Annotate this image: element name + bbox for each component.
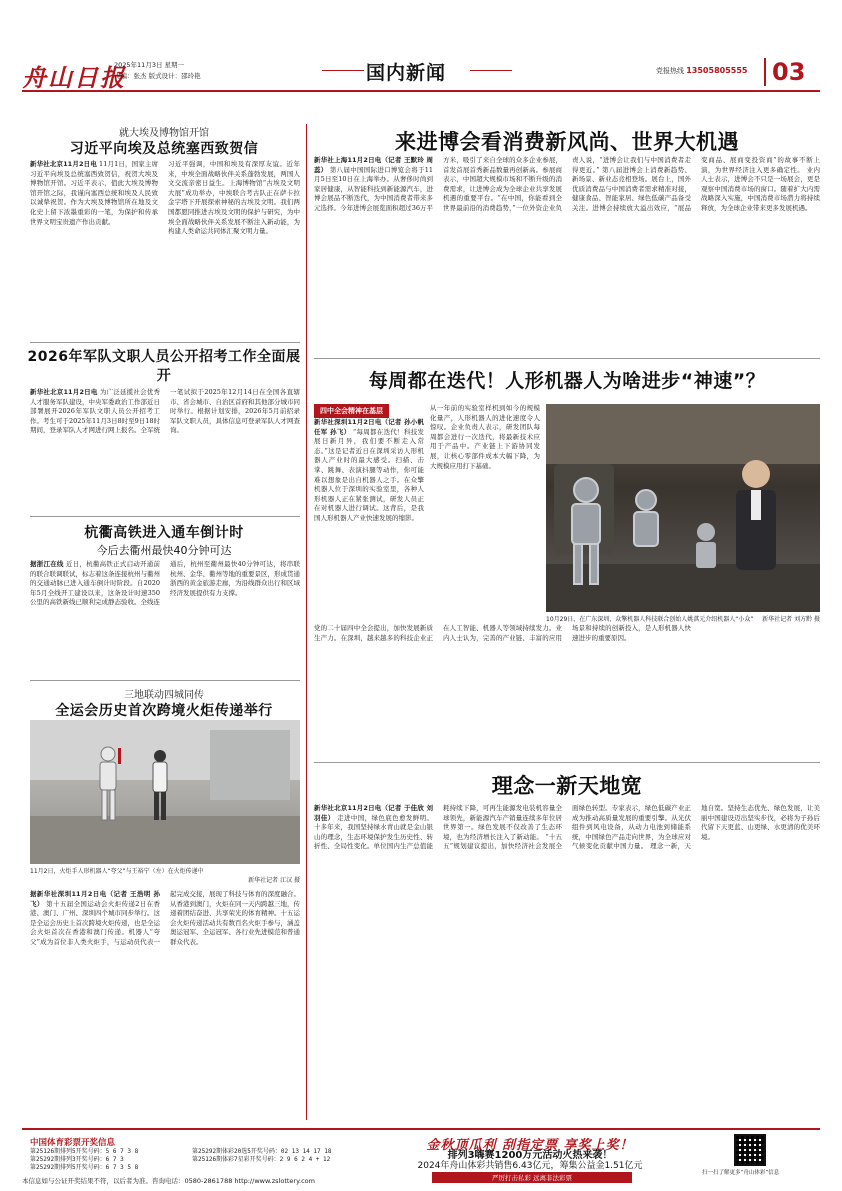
green-lead: 新华社北京11月2日电（记者 于佳欣 刘羽佳）: [314, 804, 433, 822]
green-body-text-2: “十五五”规划建议提出，加快经济社会发展全面绿色转型。专家表示，绿色低碳产业正成为推动高质量发展的重要引擎。从光伏组件到风电设备，从动力电池到储能系统，中国绿色产品走向世界，为全球应对气候变化贡献中国力量。: [443, 804, 691, 851]
egypt-kicker: 就大埃及博物馆开馆: [119, 128, 209, 139]
green-body-text-3: 理念一新，天地自宽。坚持生态优先、绿色发展，让美丽中国建设迈出坚实步伐，必将为子孙后代留下天更蓝、山更绿、水更清的优美环境。: [650, 804, 820, 851]
page-number: 03: [764, 58, 805, 86]
army-body: [30, 388, 300, 512]
expo-lead: 新华社上海11月2日电（记者 王默玲 周蕊）: [314, 156, 433, 174]
robot-body-col2: 从一年前的实验室样机到如今的规模化量产，人形机器人的进化速度令人惊叹。企业负责人表示，研发团队每周都会进行一次迭代，将最新技术应用于产品中。产业链上下游协同发展，让核心零部件成本大幅下降，为大规模应用打下基础。: [430, 404, 540, 470]
section-rule-right: [470, 70, 512, 71]
egypt-headline: 习近平向埃及总统塞西致贺信: [69, 141, 259, 157]
divider: [314, 762, 820, 763]
army-body-text: 为广泛延揽社会优秀人才服务军队建设，中央军委政治工作部近日部署展开2026年军队文职人员公开招考工作。考生可于2025年11月3日8时至9日18时期间，登录军队人才网进行网上报名。全军统一笔试拟于2025年12月14日在全国各直辖市、省会城市、自治区首府和其他部分城市同时举行。根据计划安排，2026年5月前招录军队文职人员，具体信息可登录军队人才网查询。: [30, 388, 300, 435]
expo-body-text-3: 业内人士表示，进博会不只是一场展会，更是观察中国消费市场的窗口。随着扩大内需战略深入实施，中国消费市场潜力将持续释放，为全球企业带来更多发展机遇。: [701, 165, 820, 212]
masthead: [22, 56, 820, 92]
divider: [314, 358, 820, 359]
torch-body: [30, 890, 300, 1118]
robot-photo-caption: [546, 614, 820, 623]
promo-line-1: 排列3嗨赛1200万元活动火热来袭！: [447, 1150, 613, 1161]
robot-body-rest: 党的二十届四中全会提出，加快发展新质生产力。在深圳，越来越多的科技企业正在人工智能、机器人等领域持续发力。业内人士认为，完善的产业链、丰富的应用场景和持续的创新投入，是人形机器人快速进步的重要原因。: [314, 624, 691, 642]
lottery-line: 第25126期排列5开奖号码：5 6 7 3 8: [30, 1148, 139, 1155]
torch-photo-credit: 新华社记者 江汉 摄: [248, 877, 300, 884]
torch-body-text: 第十五届全国运动会火炬传递2日在香港、澳门、广州、深圳四个城市同步举行。这是全运会历史上首次跨境火炬传递，也是全运会火炬首次在香港和澳门传递。机器人“夸父”成为首位非人类火炬手，与运动员代表一起完成交接，展现了科技与体育的深度融合。从香港到澳门，火炬在同一天内跨越三地，传递着团结奋进、共享荣光的体育精神。十五运会火炬传递活动共有数百名火炬手参与，涵盖奥运冠军、全运冠军、各行业先进模范和普通群众代表。: [30, 890, 300, 946]
rail-subhead: 今后去衢州最快40分钟可达: [96, 544, 232, 557]
army-headline: 2026年军队文职人员公开招考工作全面展开: [27, 349, 301, 384]
green-body-text: 走进中国，绿色底色愈发鲜明。十多年来，我国坚持绿水青山就是金山银山的理念，生态环境保护发生历史性、转折性、全局性变化。单位国内生产总值能耗持续下降，可再生能源发电装机容量全球领先，新能源汽车产销量连续多年位居世界第一。绿色发展不仅改善了生态环境，也为经济增长注入了新动能。: [314, 804, 562, 851]
lottery-line: 第25292期体彩20选5开奖号码：02 13 14 17 18: [192, 1148, 332, 1155]
divider: [30, 516, 300, 517]
lottery-line: 第25126期体彩7星彩开奖号码：2 9 6 2 4 + 12: [192, 1156, 331, 1163]
lottery-results-2: [192, 1148, 331, 1164]
torch-kicker: 三地联动四城同传: [124, 690, 204, 701]
torch-caption-text: 11月2日，火炬手人形机器人“夸父”与王裕宁（左）在火炬传递中: [30, 868, 204, 875]
robot-headline: 每周都在迭代！人形机器人为啥进步“神速”？: [368, 370, 766, 392]
torch-photo-caption: [30, 866, 300, 884]
lottery-title: 中国体育彩票开奖信息: [30, 1138, 116, 1148]
promo-banner: 严厉打击私彩 远离非法彩票: [432, 1172, 632, 1183]
robot-body-col1: [314, 418, 424, 620]
rail-headline: 杭衢高铁进入通车倒计时: [84, 525, 244, 541]
hotline-label: 党报热线: [656, 67, 684, 75]
torch-headline: 全运会历史首次跨境火炬传递举行: [55, 703, 273, 719]
robot-section-tag: 四中全会精神在基层: [314, 404, 389, 418]
footer-note: 本信息如与公证开奖结果不符，以后者为准。咨询电话：0580-2861788 http://www.zslottery.com: [22, 1177, 315, 1185]
expo-body-text-2: 第八届进博会上消费新趋势、新场景、新业态竞相登场。展台上，国外优质消费品与中国消费者需求精准对接，健康食品、智能家居、绿色低碳产品备受关注。进博会持续放大溢出效应，“展品变商品、展商变投资商”的故事不断上演，为世界经济注入更多确定性。: [572, 156, 820, 212]
lottery-promo: [380, 1150, 680, 1172]
robot-photo-credit: 新华社记者 刘方黔 摄: [762, 616, 820, 623]
robot-scene-illustration: [546, 404, 820, 612]
egypt-body-col1: [30, 160, 158, 340]
green-headline: 理念一新天地宽: [491, 774, 643, 798]
promo-line-2: 2024年舟山体彩共销售6.43亿元，筹集公益金1.51亿元: [417, 1161, 643, 1171]
torch-lead: 据新华社深圳11月2日电（记者 王浩明 孙飞）: [30, 890, 160, 908]
section-rule-left: [322, 70, 364, 71]
divider: [30, 680, 300, 681]
torch-photo: [30, 720, 300, 864]
torch-scene-illustration: [30, 720, 300, 864]
expo-body-text: 第八届中国国际进口博览会将于11月5日至10日在上海举办。从奢侈时尚到家居健康，从智能科技到新能源汽车，进博会展品不断迭代，为中国消费者带来多元选择。今年进博会展览面积超过36万平方米，吸引了来自全球的众多企业参展，首发首展首秀新品数量再创新高。参展商表示，中国超大规模市场和不断升级的消费需求，让进博会成为全球企业共享发展机遇的重要平台。“在中国，你能看到全世界最前沿的消费趋势，”一位外资企业负责人说，“进博会让我们与中国消费者走得更近。”: [314, 156, 691, 212]
robot-body-text: “每周都在迭代！科技发展日新月异，我们要不断走入常态。”这是记者近日在深圳采访人形机器人产业时的最大感受。扫描、击掌、跳舞、表演抖腿等动作，你可能难以想象是出自机器人之手。在众擎机器人位于深圳的实验室里，各种人形机器人正在紧张测试，研发人员正在对机器人进行调试。这背后，是我国人形机器人产业快速发展的缩影。: [314, 427, 424, 522]
robot-photo: [546, 404, 820, 612]
robot-caption-text: 10月29日，在广东深圳，众擎机器人科技联合创始人姚淇元介绍机器人“小众”: [546, 616, 754, 623]
egypt-lead: 新华社北京11月2日电: [30, 160, 97, 168]
issue-date: 2025年11月3日 星期一: [114, 61, 185, 69]
hotline-number: 13505805555: [686, 66, 748, 75]
egypt-body-text: 11月1日，国家主席习近平向埃及总统塞西致贺信，祝贺大埃及博物馆开馆。习近平表示，值此大埃及博物馆开馆之际，我谨向塞西总统和埃及人民致以诚挚祝贺。作为大埃及博物馆所在地及文化史上留下浓墨重彩的一笔，为保护和传承世界文明宝贵遗产作出贡献。: [30, 160, 158, 226]
lottery-results: [30, 1148, 138, 1172]
editor-line: 责编：张杰 版式设计：邵玲艳: [114, 72, 201, 80]
lottery-line: 第25292期排列3开奖号码：6 7 3: [30, 1156, 124, 1163]
green-body: [314, 804, 820, 1120]
egypt-body-col2: 习近平强调，中国和埃及有深厚友谊。近年来，中埃全面战略伙伴关系蓬勃发展，两国人文交流亲密日益生。上海博物馆“古埃及文明大展”成功举办，中埃联合考古队正在萨卡拉金字塔下开展探索神秘的古埃及文明。我们两国都愿同推进古埃及文明的保护与研究，为中埃全面战略伙伴关系发展不断注入新动能，为构建人类命运共同体汇聚文明力量。: [168, 160, 300, 236]
column-divider: [306, 124, 307, 1120]
qr-caption: 扫一扫了解更多“舟山体彩”信息: [702, 1170, 780, 1176]
army-lead: 新华社北京11月2日电: [30, 388, 98, 396]
issue-meta: [114, 60, 201, 82]
divider: [30, 342, 300, 343]
expo-headline: 来进博会看消费新风尚、世界大机遇: [395, 130, 739, 154]
qr-code-icon[interactable]: [734, 1134, 766, 1166]
hotline: [656, 66, 747, 76]
section-title: 国内新闻: [366, 62, 447, 84]
newspaper-logo: 舟山日报: [22, 63, 126, 92]
lottery-slogan: 金秋顶瓜利 刮指定票 享奖上奖！: [426, 1138, 634, 1153]
lottery-line: 第25292期排列5开奖号码：6 7 3 5 8: [30, 1164, 139, 1171]
rail-body-text: 近日，杭衢高铁正式启动开通前的联合联调联试，标志着这条连接杭州与衢州的交通动脉已进入通车倒计时阶段。自2020年5月全线开工建设以来，这条设计时速350公里的高铁新线已顺利完成静态验收。全线连通后，杭州至衢州最快40分钟可达，将串联杭州、金华、衢州等地的重要景区，形成贯通浙西的黄金旅游走廊，为沿线群众出行和区域经济发展提供有力支撑。: [30, 560, 300, 607]
rail-lead: 据浙江在线: [30, 560, 64, 568]
expo-body: [314, 156, 820, 354]
rail-body: [30, 560, 300, 678]
robot-lead: 新华社深圳11月2日电（记者 孙小帆 任军 孙飞）: [314, 418, 424, 436]
